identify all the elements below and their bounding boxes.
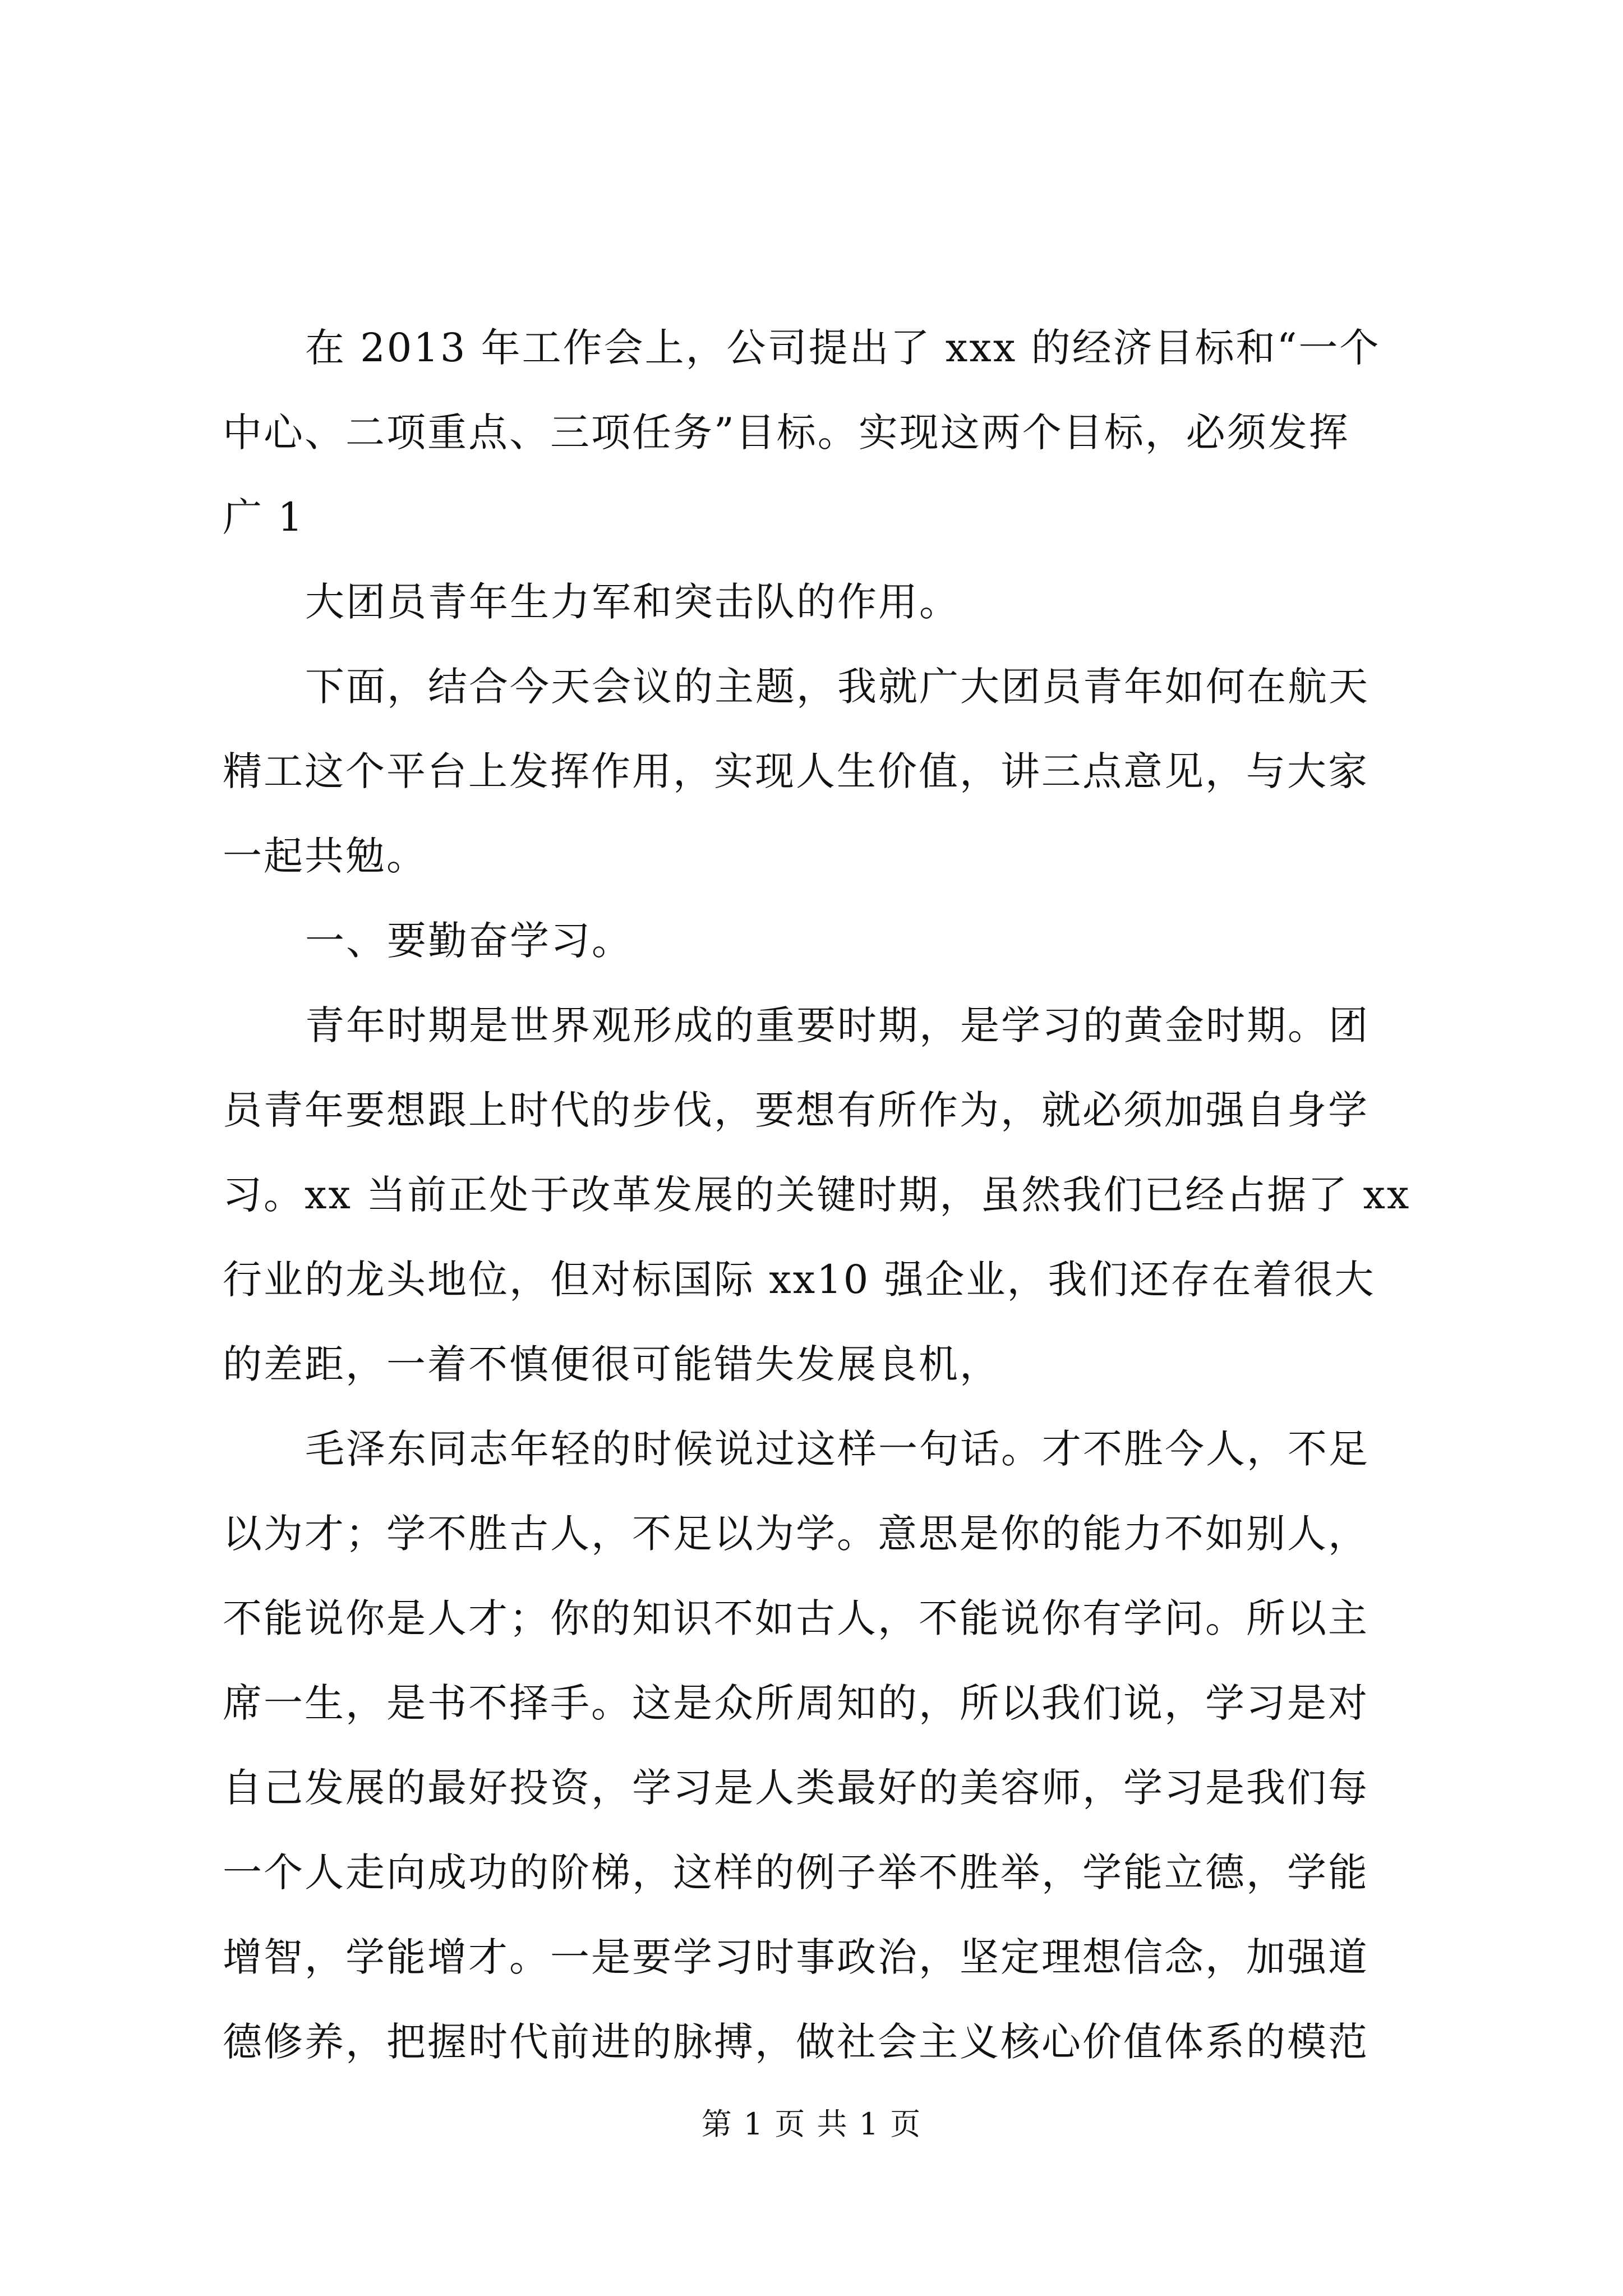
text-line: 一个人走向成功的阶梯，这样的例子举不胜举，学能立德，学能 (223, 1849, 1369, 1895)
text-line: 自己发展的最好投资，学习是人类最好的美容师，学习是我们每 (223, 1765, 1369, 1811)
text-line: 以为才；学不胜古人，不足以为学。意思是你的能力不如别人， (223, 1511, 1369, 1557)
text-line: 行业的龙头地位，但对标国际 xx10 强企业，我们还存在着很大 (223, 1257, 1376, 1303)
text-line: 下面，结合今天会议的主题，我就广大团员青年如何在航天 (305, 664, 1370, 710)
text-line: 青年时期是世界观形成的重要时期，是学习的黄金时期。团 (305, 1002, 1370, 1048)
text-line: 毛泽东同志年轻的时候说过这样一句话。才不胜今人，不足 (305, 1426, 1370, 1472)
text-line: 德修养，把握时代前进的脉搏，做社会主义核心价值体系的模范 (223, 2019, 1369, 2065)
text-line: 习。xx 当前正处于改革发展的关键时期，虽然我们已经占据了 xx (223, 1172, 1411, 1218)
text-line: 增智，学能增才。一是要学习时事政治，坚定理想信念，加强道 (223, 1934, 1369, 1980)
text-line: 一起共勉。 (223, 833, 427, 879)
text-line: 在 2013 年工作会上，公司提出了 xxx 的经济目标和“一个 (305, 325, 1381, 371)
text-line: 一、要勤奋学习。 (305, 918, 633, 964)
text-line: 精工这个平台上发挥作用，实现人生价值，讲三点意见，与大家 (223, 748, 1369, 794)
page-footer: 第 1 页 共 1 页 (701, 2106, 922, 2142)
text-line: 中心、二项重点、三项任务”目标。实现这两个目标，必须发挥 (223, 409, 1350, 455)
text-line: 员青年要想跟上时代的步伐，要想有所作为，就必须加强自身学 (223, 1087, 1369, 1133)
text-line: 的差距，一着不慎便很可能错失发展良机， (223, 1341, 1000, 1387)
text-line: 广 1 (223, 494, 305, 540)
text-line: 席一生，是书不择手。这是众所周知的，所以我们说，学习是对 (223, 1680, 1369, 1726)
text-line: 不能说你是人才；你的知识不如古人，不能说你有学问。所以主 (223, 1595, 1369, 1641)
document-body (223, 306, 1418, 2085)
text-line: 大团员青年生力军和突击队的作用。 (305, 579, 960, 625)
